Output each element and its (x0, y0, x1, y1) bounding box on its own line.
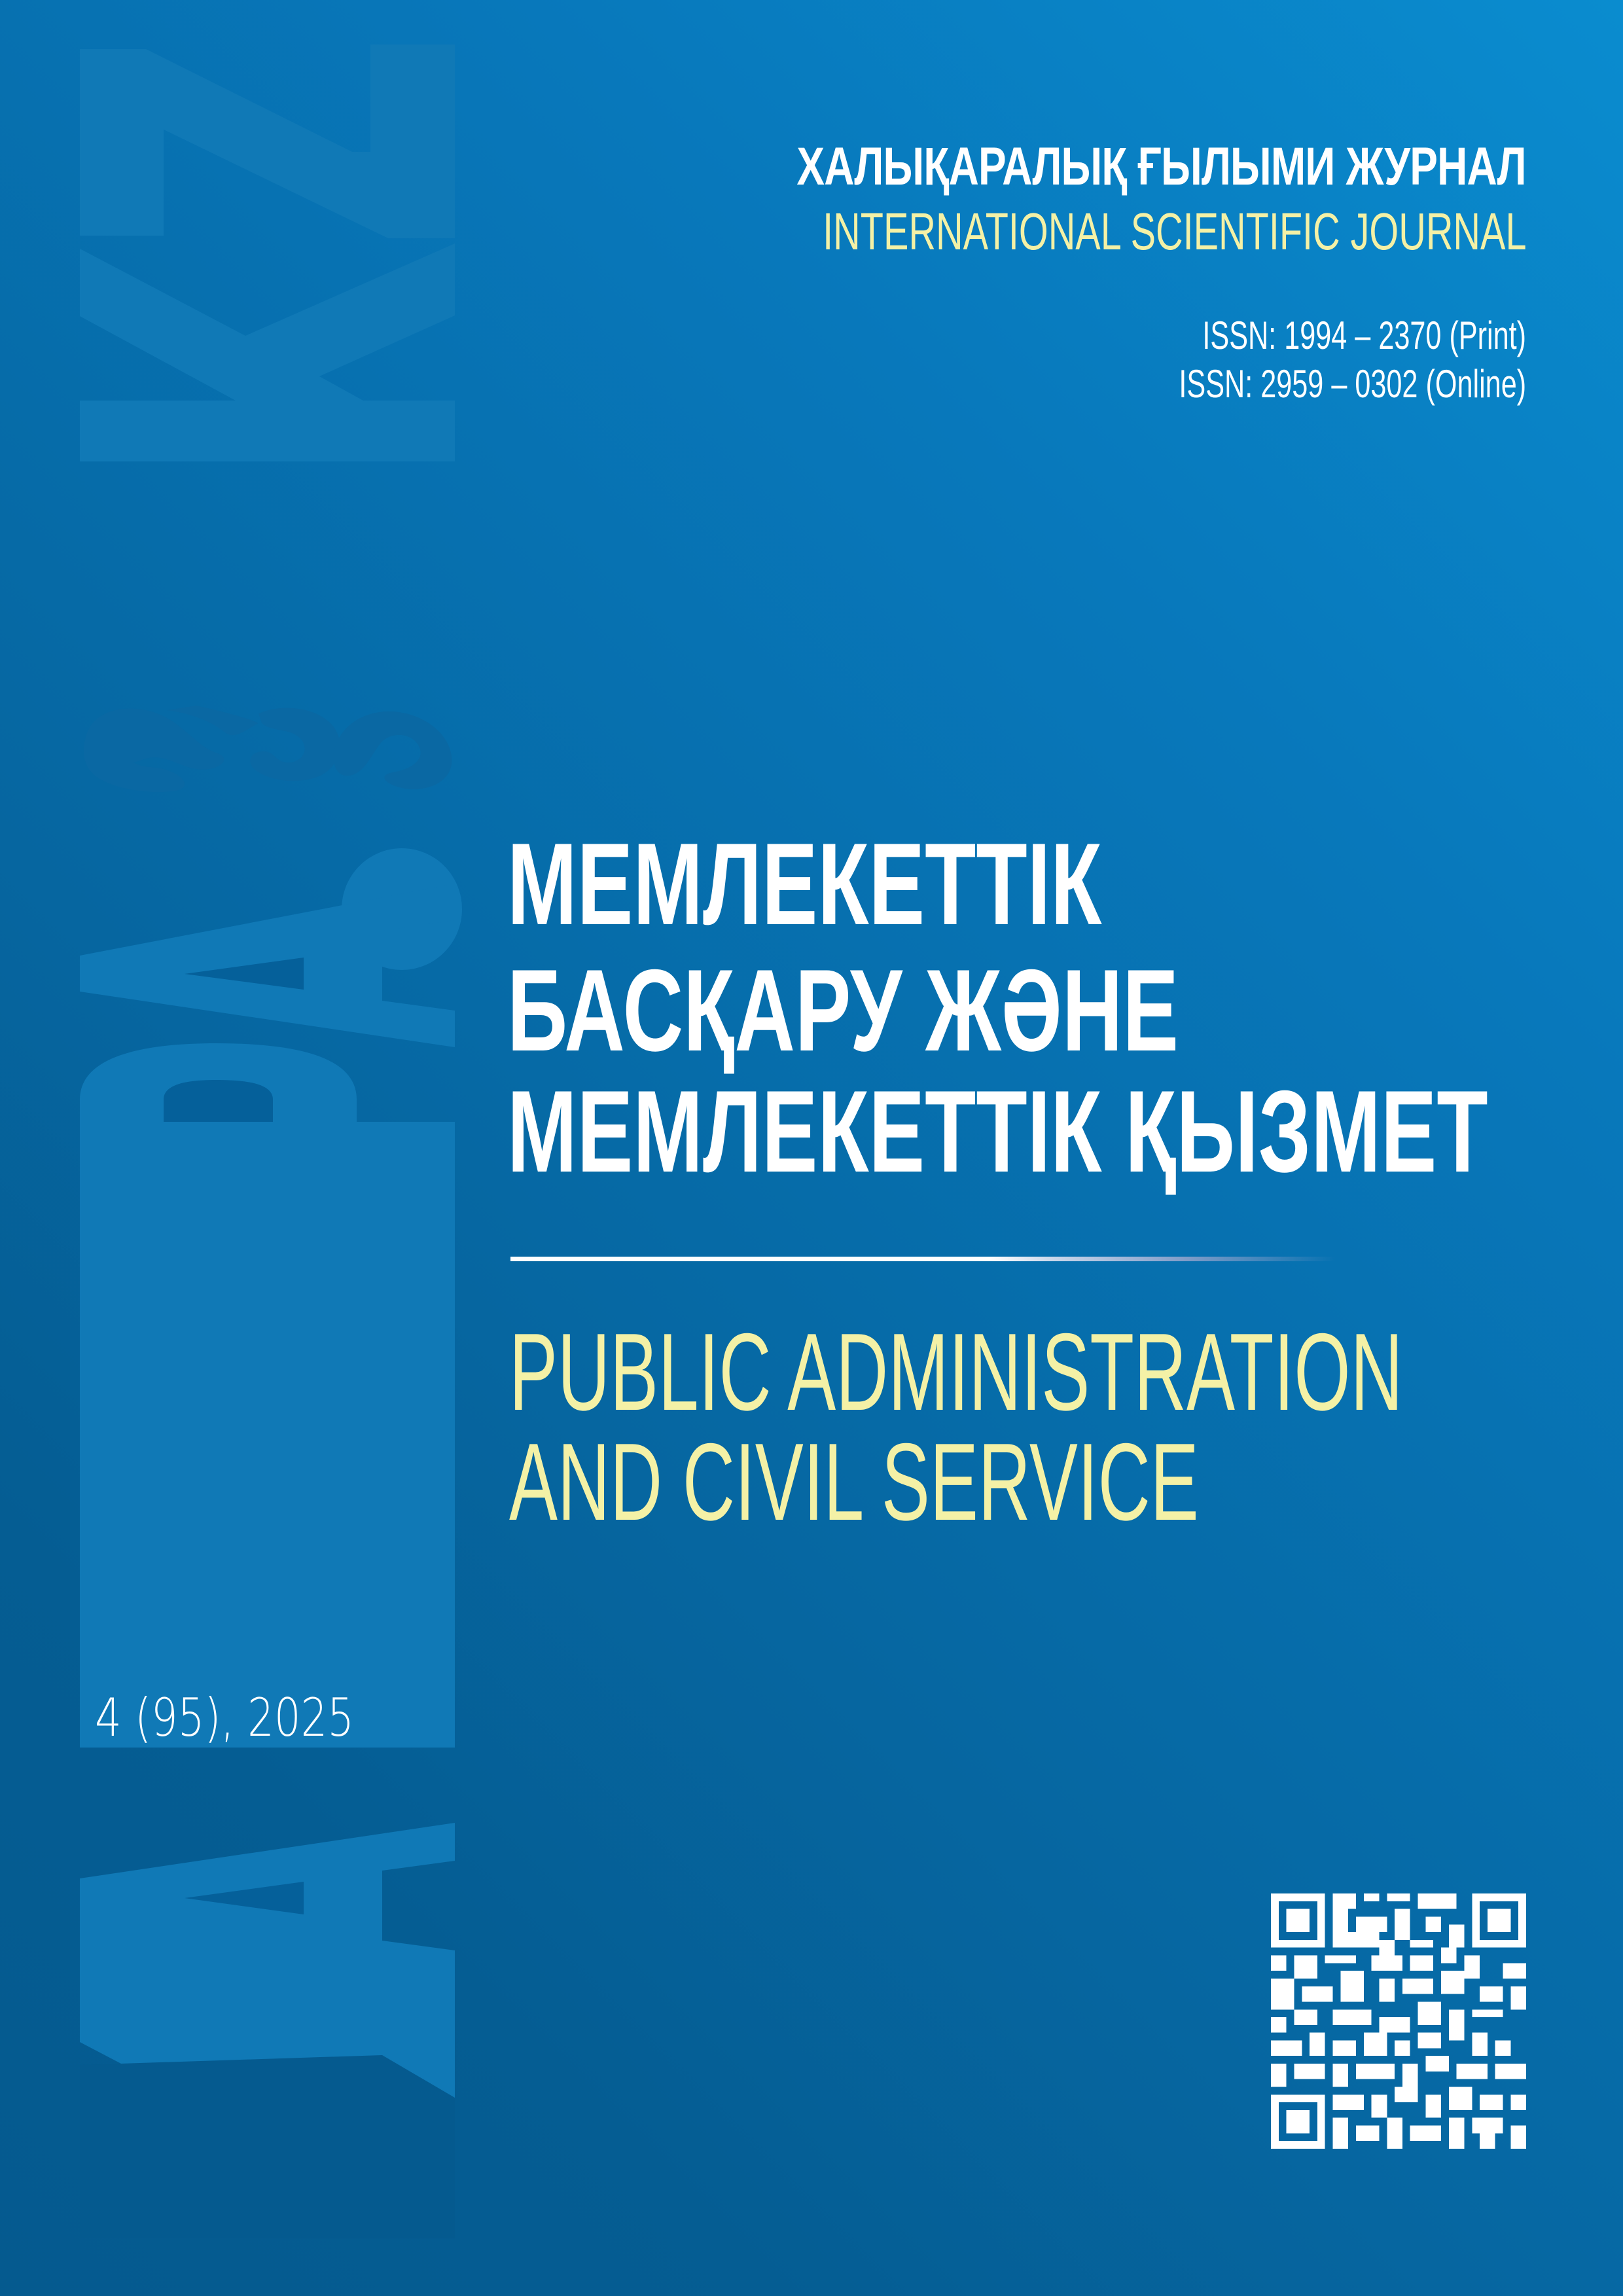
title-divider (510, 1257, 1335, 1261)
qr-code-icon[interactable] (1271, 1893, 1526, 2149)
journal-type-kz: ХАЛЫҚАРАЛЫҚ ҒЫЛЫМИ ЖУРНАЛ (796, 137, 1526, 196)
title-kz-line-2: БАСҚАРУ ЖӘНЕ (507, 945, 1179, 1075)
letter-p-shape (80, 1043, 455, 1748)
title-kz-line-1: МЕМЛЕКЕТТІК (507, 819, 1102, 949)
title-en-line-2: AND CIVIL SERVICE (509, 1420, 1199, 1543)
kazakh-ornament-icon (84, 706, 452, 792)
title-kz-line-3: МЕМЛЕКЕТТІК ҚЫЗМЕТ (507, 1066, 1488, 1196)
ornament-bar (80, 401, 455, 461)
letter-z-shape (80, 45, 455, 238)
journal-type-en: INTERNATIONAL SCIENTIFIC JOURNAL (822, 202, 1526, 260)
issn-online: ISSN: 2959 – 0302 (Online) (1179, 362, 1526, 406)
issue-number: 4 (95), 2025 (95, 1687, 354, 1748)
issn-print: ISSN: 1994 – 2370 (Print) (1202, 314, 1526, 357)
letter-k-shape (80, 243, 455, 401)
title-en-line-1: PUBLIC ADMINISTRATION (509, 1310, 1403, 1433)
